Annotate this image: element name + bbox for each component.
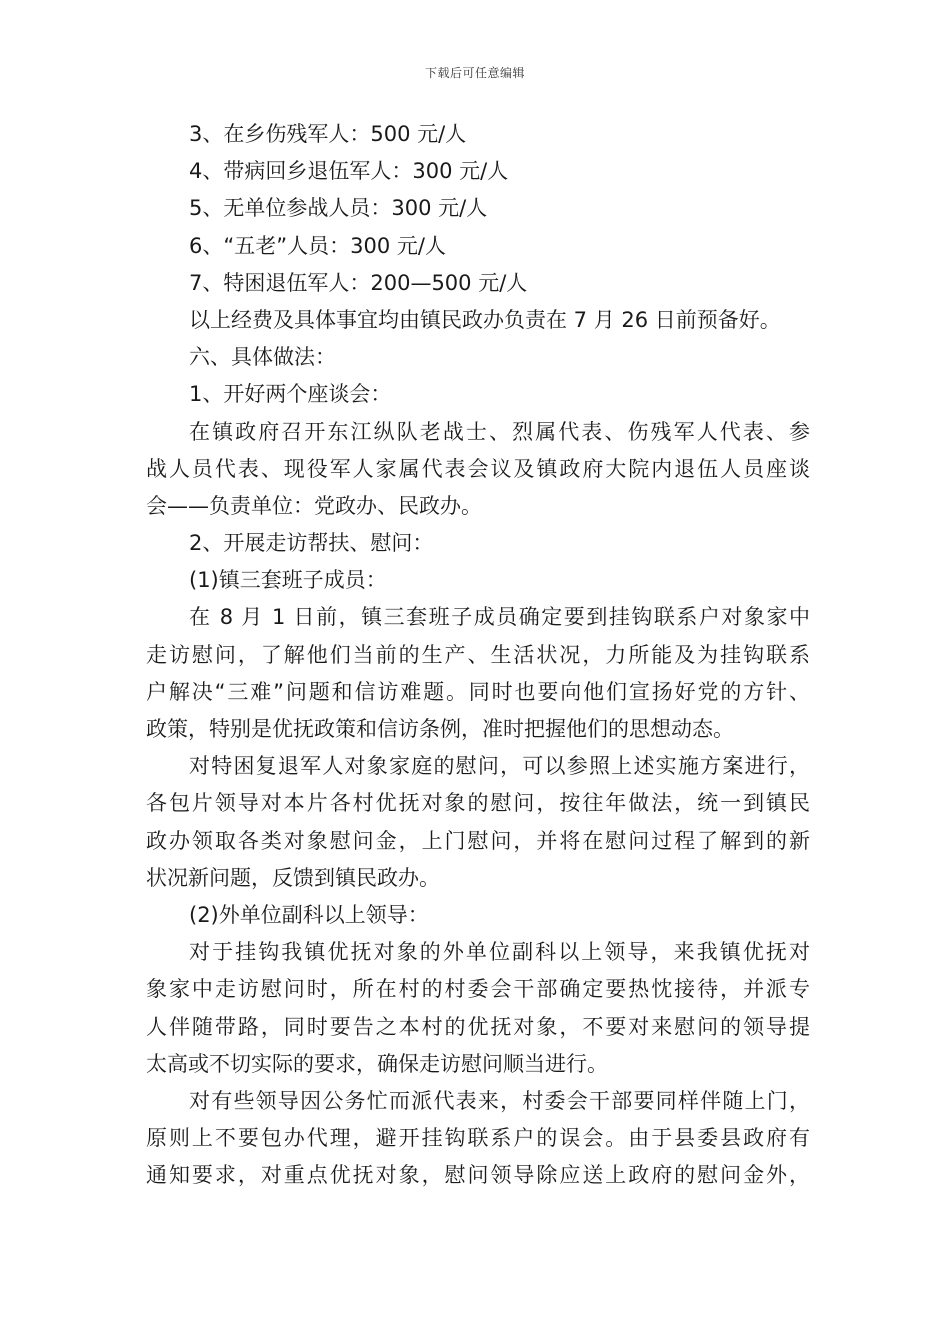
text-line: 各包片领导对本片各村优抚对象的慰问，按往年做法，统一到镇民 xyxy=(146,791,810,816)
text-line: 3、在乡伤残军人：500 元/人 xyxy=(189,122,467,146)
text-line: (2)外单位副科以上领导： xyxy=(189,902,429,927)
text-line: 太高或不切实际的要求，确保走访慰问顺当进行。 xyxy=(146,1051,608,1076)
text-line: 六、具体做法： xyxy=(189,345,336,370)
text-line: 以上经费及具体事宜均由镇民政办负责在 7 月 26 日前预备好。 xyxy=(189,307,781,332)
text-line: 战人员代表、现役军人家属代表会议及镇政府大院内退伍人员座谈 xyxy=(146,456,810,481)
document-body xyxy=(146,116,810,1194)
text-line: 对有些领导因公务忙而派代表来，村委会干部要同样伴随上门， xyxy=(189,1088,810,1113)
text-line: 通知要求，对重点优抚对象，慰问领导除应送上政府的慰问金外， xyxy=(146,1163,810,1188)
text-line: (1)镇三套班子成员： xyxy=(189,568,387,593)
text-line: 状况新问题，反馈到镇民政办。 xyxy=(146,865,440,890)
text-line: 人伴随带路，同时要告之本村的优抚对象，不要对来慰问的领导提 xyxy=(146,1014,810,1039)
text-line: 6、“五老”人员：300 元/人 xyxy=(189,233,446,258)
text-line: 在镇政府召开东江纵队老战士、烈属代表、伤残军人代表、参 xyxy=(189,419,810,444)
text-line: 政办领取各类对象慰问金，上门慰问，并将在慰问过程了解到的新 xyxy=(146,828,810,853)
text-line: 对于挂钩我镇优抚对象的外单位副科以上领导，来我镇优抚对 xyxy=(189,940,810,965)
page-header-note: 下载后可任意编辑 xyxy=(424,66,525,80)
text-line: 在 8 月 1 日前，镇三套班子成员确定要到挂钩联系户对象家中 xyxy=(189,605,810,630)
text-line: 7、特困退伍军人：200—500 元/人 xyxy=(189,270,528,295)
text-line: 走访慰问，了解他们当前的生产、生活状况，力所能及为挂钩联系 xyxy=(146,642,810,667)
text-line: 会——负责单位：党政办、民政办。 xyxy=(146,493,482,518)
text-line: 4、带病回乡退伍军人：300 元/人 xyxy=(189,159,509,184)
text-line: 5、无单位参战人员：300 元/人 xyxy=(189,196,488,221)
text-line: 象家中走访慰问时，所在村的村委会干部确定要热忱接待，并派专 xyxy=(146,977,810,1002)
text-line: 户解决“三难”问题和信访难题。同时也要向他们宣扬好党的方针、 xyxy=(146,679,810,704)
text-line: 政策，特别是优抚政策和信访条例，准时把握他们的思想动态。 xyxy=(146,717,734,741)
text-line: 原则上不要包办代理，避开挂钩联系户的误会。由于县委县政府有 xyxy=(146,1126,810,1151)
text-line: 对特困复退军人对象家庭的慰问，可以参照上述实施方案进行， xyxy=(189,754,810,779)
text-line: 2、开展走访帮扶、慰问： xyxy=(189,531,434,556)
text-line: 1、开好两个座谈会： xyxy=(189,382,392,407)
